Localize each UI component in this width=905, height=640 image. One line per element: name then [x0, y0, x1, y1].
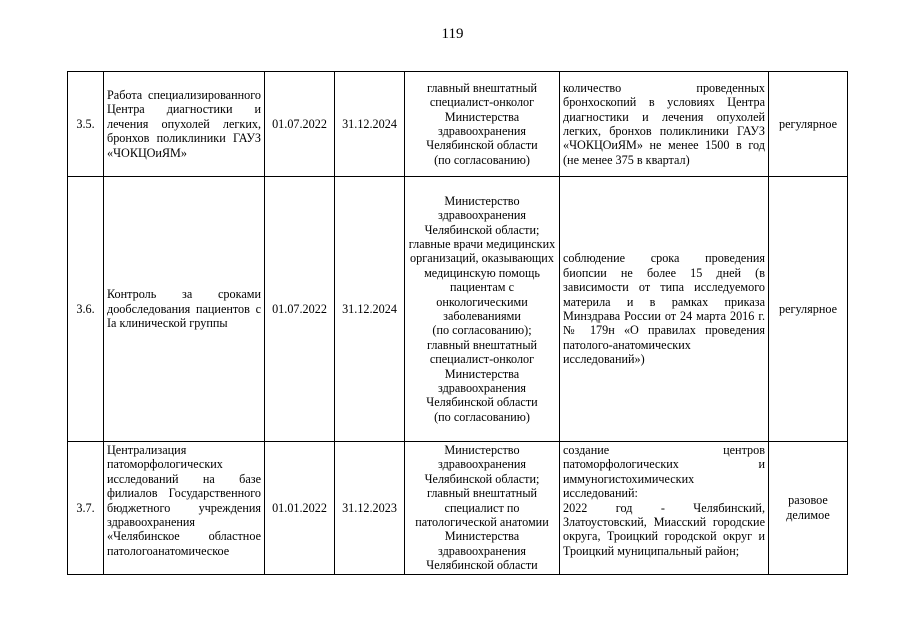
indicator: соблюдение срока проведения биопсии не более 15 дней (в зависимости от типа исследуемого материла и в рамках приказа Минздрава России от 24 марта 2016 г. № 179н «О правилах проведения патолого-анатомических исследований»)	[560, 177, 769, 442]
measure-name: Контроль за сроками дообследования пациентов с Ia клинической группы	[104, 177, 265, 442]
table-row	[68, 72, 848, 177]
plan-table	[67, 71, 848, 575]
executor-line: Министерство здравоохранения Челябинской области;	[424, 443, 540, 486]
measure-name: Работа специализированного Центра диагностики и лечения опухолей легких, бронхов поликлиники ГАУЗ «ЧОКЦОиЯМ»	[104, 72, 265, 177]
executor-line: главные врачи медицинских организаций, оказывающих медицинскую помощь пациентам с онкологическими заболеваниями	[408, 236, 556, 323]
row-number: 3.5.	[68, 72, 104, 177]
executor-line: Министерство здравоохранения Челябинской области;	[424, 193, 540, 237]
start-date: 01.07.2022	[265, 72, 335, 177]
table-row	[68, 442, 848, 575]
executor-line: главный внештатный специалист-онколог Министерства здравоохранения Челябинской области	[426, 337, 538, 410]
page-number: 119	[441, 26, 464, 42]
row-number: 3.7.	[68, 442, 104, 575]
end-date: 31.12.2023	[335, 442, 405, 575]
measure-type: регулярное	[769, 72, 848, 177]
measure-type: разовое делимое	[769, 442, 848, 575]
executor-line: (по согласованию)	[434, 152, 530, 167]
measure-name: Централизация патоморфологических исследований на базе филиалов Государственного бюджетного учреждения здравоохранения «Челябинское областное патологоанатомическое	[104, 442, 265, 575]
end-date: 31.12.2024	[335, 177, 405, 442]
indicator: количество проведенных бронхоскопий в условиях Центра диагностики и лечения опухолей легких, бронхов поликлиники ГАУЗ «ЧОКЦОиЯМ» не менее 1500 в год (не менее 375 в квартал)	[560, 72, 769, 177]
end-date: 31.12.2024	[335, 72, 405, 177]
measure-type: регулярное	[769, 177, 848, 442]
executors	[405, 72, 560, 177]
indicator-line: создание центров патоморфологических и иммуногистохимических исследований:	[563, 443, 765, 501]
indicator	[560, 442, 769, 575]
executor-line: (по согласованию);	[432, 323, 532, 338]
executor-line: главный внештатный специалист по патологической анатомии Министерства здравоохранения Челябинской области	[415, 486, 549, 573]
indicator-line: 2022 год - Челябинский, Златоустовский, Миасский городские округа, Троицкий городской округ и Троицкий муниципальный район;	[563, 500, 765, 558]
executors	[405, 442, 560, 575]
start-date: 01.01.2022	[265, 442, 335, 575]
start-date: 01.07.2022	[265, 177, 335, 442]
executor-line: главный внештатный специалист-онколог Министерства здравоохранения Челябинской области	[426, 80, 538, 153]
table-row	[68, 177, 848, 442]
executor-line: (по согласованию)	[434, 409, 530, 424]
row-number: 3.6.	[68, 177, 104, 442]
executors	[405, 177, 560, 442]
